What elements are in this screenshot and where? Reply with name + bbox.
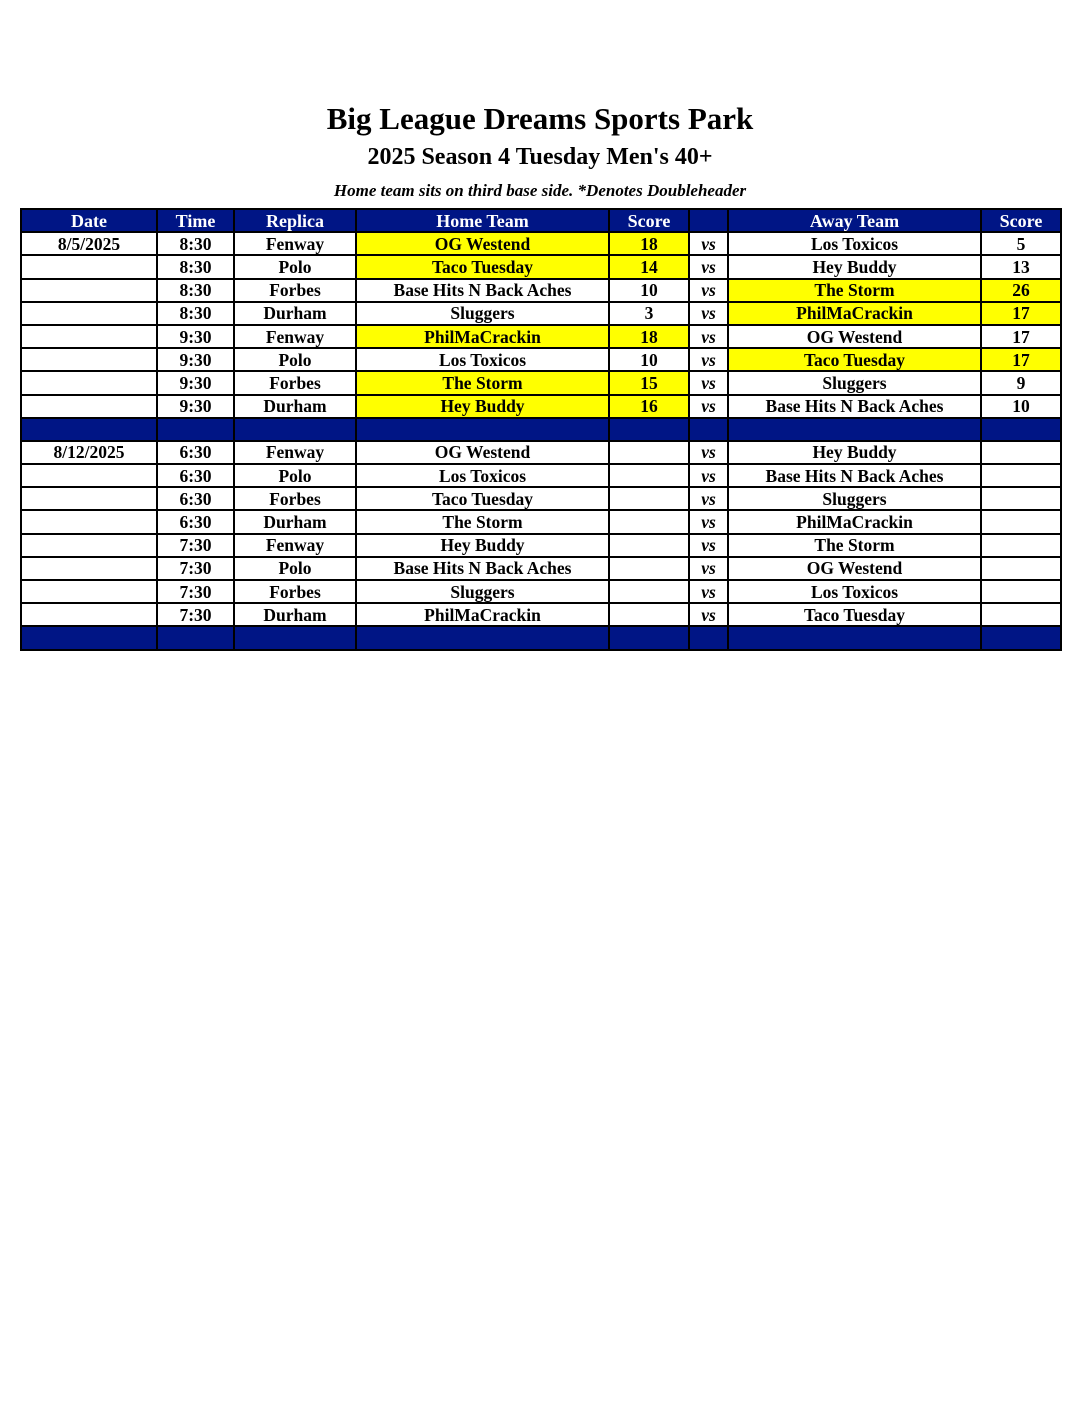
vs-label: vs xyxy=(689,232,728,255)
game-time: 7:30 xyxy=(157,534,234,557)
away-score: 17 xyxy=(981,348,1061,371)
game-time: 8:30 xyxy=(157,255,234,278)
vs-label: vs xyxy=(689,371,728,394)
col-header-away-team: Away Team xyxy=(728,209,981,232)
vs-label: vs xyxy=(689,510,728,533)
home-score xyxy=(609,510,689,533)
away-score: 17 xyxy=(981,302,1061,325)
game-time: 8:30 xyxy=(157,279,234,302)
game-row xyxy=(21,441,1061,464)
away-team: Sluggers xyxy=(728,371,981,394)
game-date xyxy=(21,325,157,348)
game-time: 9:30 xyxy=(157,371,234,394)
home-score xyxy=(609,534,689,557)
col-header-replica: Replica xyxy=(234,209,356,232)
away-team: The Storm xyxy=(728,279,981,302)
separator-cell xyxy=(234,626,356,649)
away-team: Los Toxicos xyxy=(728,232,981,255)
game-row xyxy=(21,510,1061,533)
away-team: Hey Buddy xyxy=(728,441,981,464)
home-score: 18 xyxy=(609,232,689,255)
col-header-date: Date xyxy=(21,209,157,232)
away-team: Taco Tuesday xyxy=(728,603,981,626)
page-subtitle: 2025 Season 4 Tuesday Men's 40+ xyxy=(367,144,713,170)
col-header-vs xyxy=(689,209,728,232)
away-score: 13 xyxy=(981,255,1061,278)
vs-label: vs xyxy=(689,348,728,371)
home-score xyxy=(609,464,689,487)
away-team: Hey Buddy xyxy=(728,255,981,278)
game-date xyxy=(21,348,157,371)
home-score: 16 xyxy=(609,395,689,418)
col-header-home-team: Home Team xyxy=(356,209,609,232)
game-row xyxy=(21,557,1061,580)
vs-label: vs xyxy=(689,557,728,580)
separator-cell xyxy=(689,626,728,649)
game-field: Forbes xyxy=(234,279,356,302)
game-time: 6:30 xyxy=(157,487,234,510)
away-score xyxy=(981,464,1061,487)
separator-cell xyxy=(356,418,609,441)
home-team: Hey Buddy xyxy=(356,395,609,418)
game-field: Durham xyxy=(234,302,356,325)
separator-cell xyxy=(21,418,157,441)
away-score xyxy=(981,510,1061,533)
away-team: Taco Tuesday xyxy=(728,348,981,371)
away-team: PhilMaCrackin xyxy=(728,302,981,325)
game-row xyxy=(21,580,1061,603)
game-field: Polo xyxy=(234,464,356,487)
home-team: Base Hits N Back Aches xyxy=(356,557,609,580)
game-date xyxy=(21,255,157,278)
week-separator xyxy=(21,626,1061,649)
vs-label: vs xyxy=(689,325,728,348)
game-row xyxy=(21,487,1061,510)
vs-label: vs xyxy=(689,302,728,325)
away-team: Los Toxicos xyxy=(728,580,981,603)
game-time: 8:30 xyxy=(157,302,234,325)
separator-cell xyxy=(609,418,689,441)
page-title: Big League Dreams Sports Park xyxy=(326,101,754,136)
home-team: Sluggers xyxy=(356,580,609,603)
vs-label: vs xyxy=(689,534,728,557)
vs-label: vs xyxy=(689,487,728,510)
separator-cell xyxy=(234,418,356,441)
away-team: PhilMaCrackin xyxy=(728,510,981,533)
game-row xyxy=(21,302,1061,325)
week-separator xyxy=(21,418,1061,441)
game-field: Fenway xyxy=(234,534,356,557)
game-field: Polo xyxy=(234,255,356,278)
home-score: 15 xyxy=(609,371,689,394)
game-time: 7:30 xyxy=(157,557,234,580)
vs-label: vs xyxy=(689,395,728,418)
home-team: The Storm xyxy=(356,510,609,533)
home-score: 10 xyxy=(609,279,689,302)
game-date xyxy=(21,534,157,557)
game-row xyxy=(21,348,1061,371)
game-row xyxy=(21,395,1061,418)
game-time: 6:30 xyxy=(157,464,234,487)
vs-label: vs xyxy=(689,464,728,487)
away-score: 10 xyxy=(981,395,1061,418)
separator-cell xyxy=(157,418,234,441)
game-time: 6:30 xyxy=(157,510,234,533)
separator-cell xyxy=(609,626,689,649)
separator-cell xyxy=(981,626,1061,649)
col-header-home-score: Score xyxy=(609,209,689,232)
header-row xyxy=(21,209,1061,232)
vs-label: vs xyxy=(689,255,728,278)
game-date: 8/12/2025 xyxy=(21,441,157,464)
home-score: 3 xyxy=(609,302,689,325)
game-field: Polo xyxy=(234,557,356,580)
vs-label: vs xyxy=(689,580,728,603)
schedule-table xyxy=(20,208,1062,651)
home-team: Base Hits N Back Aches xyxy=(356,279,609,302)
game-date xyxy=(21,464,157,487)
away-team: Base Hits N Back Aches xyxy=(728,464,981,487)
home-team: The Storm xyxy=(356,371,609,394)
separator-cell xyxy=(157,626,234,649)
vs-label: vs xyxy=(689,279,728,302)
away-score: 5 xyxy=(981,232,1061,255)
home-score xyxy=(609,487,689,510)
game-time: 8:30 xyxy=(157,232,234,255)
separator-cell xyxy=(728,418,981,441)
away-score xyxy=(981,603,1061,626)
game-row xyxy=(21,255,1061,278)
home-score xyxy=(609,441,689,464)
away-team: The Storm xyxy=(728,534,981,557)
game-field: Fenway xyxy=(234,325,356,348)
home-team: PhilMaCrackin xyxy=(356,603,609,626)
col-header-time: Time xyxy=(157,209,234,232)
home-team: Los Toxicos xyxy=(356,348,609,371)
away-score: 17 xyxy=(981,325,1061,348)
vs-label: vs xyxy=(689,603,728,626)
away-team: Sluggers xyxy=(728,487,981,510)
home-score: 18 xyxy=(609,325,689,348)
home-team: Taco Tuesday xyxy=(356,255,609,278)
separator-cell xyxy=(689,418,728,441)
game-row xyxy=(21,464,1061,487)
home-team: OG Westend xyxy=(356,232,609,255)
separator-cell xyxy=(356,626,609,649)
game-row xyxy=(21,534,1061,557)
game-field: Forbes xyxy=(234,371,356,394)
home-score: 14 xyxy=(609,255,689,278)
game-time: 7:30 xyxy=(157,603,234,626)
home-score xyxy=(609,580,689,603)
away-score xyxy=(981,557,1061,580)
game-row xyxy=(21,325,1061,348)
game-date xyxy=(21,487,157,510)
schedule-body xyxy=(21,232,1061,649)
game-field: Fenway xyxy=(234,232,356,255)
game-date xyxy=(21,371,157,394)
game-date xyxy=(21,510,157,533)
vs-label: vs xyxy=(689,441,728,464)
game-time: 7:30 xyxy=(157,580,234,603)
home-score: 10 xyxy=(609,348,689,371)
game-date xyxy=(21,580,157,603)
away-team: OG Westend xyxy=(728,325,981,348)
game-field: Durham xyxy=(234,603,356,626)
home-team: OG Westend xyxy=(356,441,609,464)
game-time: 9:30 xyxy=(157,325,234,348)
away-score: 9 xyxy=(981,371,1061,394)
game-field: Forbes xyxy=(234,487,356,510)
game-time: 9:30 xyxy=(157,395,234,418)
away-score xyxy=(981,580,1061,603)
game-date xyxy=(21,557,157,580)
game-row xyxy=(21,603,1061,626)
game-row xyxy=(21,371,1061,394)
away-score xyxy=(981,487,1061,510)
game-field: Forbes xyxy=(234,580,356,603)
game-date xyxy=(21,395,157,418)
game-row xyxy=(21,279,1061,302)
separator-cell xyxy=(21,626,157,649)
separator-cell xyxy=(981,418,1061,441)
away-score: 26 xyxy=(981,279,1061,302)
home-team: Taco Tuesday xyxy=(356,487,609,510)
home-team: Los Toxicos xyxy=(356,464,609,487)
game-field: Durham xyxy=(234,395,356,418)
home-score xyxy=(609,603,689,626)
game-date xyxy=(21,302,157,325)
away-team: Base Hits N Back Aches xyxy=(728,395,981,418)
game-time: 6:30 xyxy=(157,441,234,464)
schedule-note: Home team sits on third base side. *Denotes Doubleheader xyxy=(333,181,747,200)
game-field: Durham xyxy=(234,510,356,533)
home-score xyxy=(609,557,689,580)
away-team: OG Westend xyxy=(728,557,981,580)
game-date xyxy=(21,279,157,302)
game-date xyxy=(21,603,157,626)
game-field: Fenway xyxy=(234,441,356,464)
game-time: 9:30 xyxy=(157,348,234,371)
home-team: PhilMaCrackin xyxy=(356,325,609,348)
separator-cell xyxy=(728,626,981,649)
game-row xyxy=(21,232,1061,255)
away-score xyxy=(981,534,1061,557)
home-team: Hey Buddy xyxy=(356,534,609,557)
home-team: Sluggers xyxy=(356,302,609,325)
col-header-away-score: Score xyxy=(981,209,1061,232)
away-score xyxy=(981,441,1061,464)
game-field: Polo xyxy=(234,348,356,371)
game-date: 8/5/2025 xyxy=(21,232,157,255)
